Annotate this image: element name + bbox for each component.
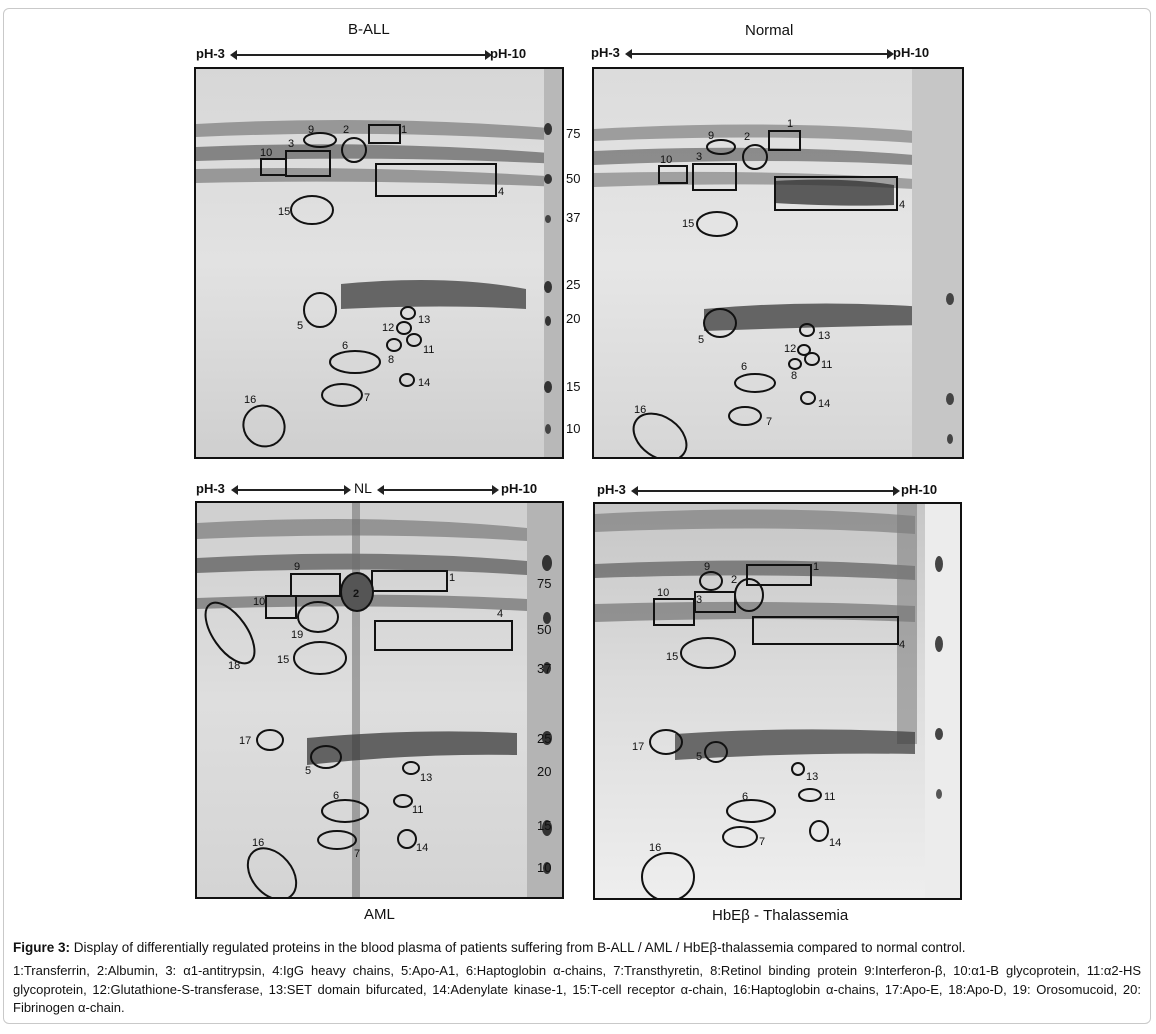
spot-label-19: 19 [291,629,304,641]
ph-left-normal: pH-3 [591,45,620,60]
spot-label-9: 9 [308,124,315,136]
spot-label-18: 18 [228,660,241,672]
mw-marker-25-aml: 25 [537,731,552,746]
spot-label-7: 7 [354,848,361,860]
spot-label-4: 4 [498,186,505,198]
panel-title-normal: Normal [745,22,794,39]
spot-label-9: 9 [704,561,711,573]
spot-label-10: 10 [253,596,266,608]
spot-label-13: 13 [806,771,819,783]
spot-label-13: 13 [818,330,831,342]
spot-label-8: 8 [388,354,395,366]
mw-marker-20-aml: 20 [537,764,552,779]
ph-left-hbe: pH-3 [597,482,626,497]
ph-right-normal: pH-10 [893,45,930,60]
figure-legend: 1:Transferrin, 2:Albumin, 3: α1-antitrypsin, 4:IgG heavy chains, 5:Apo-A1, 6:Haptoglobin α-chains, 7:Transthyretin, 8:Retinol binding protein 9:Interferon-β, 10:α1-B glycoprotein, 11:α2-HS glycoprotein, 12:Glutathione-S-transferase, 13:SET domain bifurcated, 14:Adenylate kinase-1, 15:T-cell receptor α-chain, 16:Haptoglobin α-chains, 17:Apo-E, 18:Apo-D, 19: Orosomucoid, 20: Fibrinogen α-chain. [13,963,1142,1015]
mw-marker-75-aml: 75 [537,576,552,591]
spot-label-10: 10 [657,587,670,599]
ph-arrow-aml-left [237,489,345,491]
spot-label-2: 2 [353,588,360,600]
spot-label-8: 8 [791,370,798,382]
figure-caption-text: Display of differentially regulated proteins in the blood plasma of patients suffering from B-ALL / AML / HbEβ-thalassemia compared to normal control. [70,940,966,955]
spot-label-5: 5 [696,751,703,763]
spot-label-15: 15 [278,206,291,218]
mw-marker-10-aml: 10 [537,860,552,875]
ph-mid-aml: NL [354,480,372,496]
spot-label-17: 17 [632,741,645,753]
spot-label-11: 11 [423,344,435,356]
spot-label-4: 4 [497,608,504,620]
ph-arrow-aml-right [383,489,493,491]
spot-label-14: 14 [818,398,831,410]
spot-label-13: 13 [420,772,433,784]
gel-image-normal [592,67,964,459]
figure-caption [13,938,1141,957]
spot-label-11: 11 [821,359,833,371]
spot-label-14: 14 [418,377,431,389]
spot-label-16: 16 [634,404,647,416]
spot-label-3: 3 [696,151,703,163]
spot-label-4: 4 [899,639,906,651]
spot-label-5: 5 [305,765,312,777]
spot-label-16: 16 [252,837,265,849]
spot-label-11: 11 [412,804,424,816]
panel-title-hbe: HbEβ - Thalassemia [712,907,849,924]
mw-marker-75: 75 [566,126,581,141]
spot-label-2: 2 [731,574,738,586]
gel-image-ball [194,67,564,459]
spot-label-12: 12 [382,322,395,334]
spot-label-11: 11 [824,791,836,803]
spot-label-16: 16 [244,394,257,406]
gel-image-aml [195,501,564,899]
gel-image-hbe [593,502,962,900]
spot-label-10: 10 [260,147,273,159]
spot-label-3: 3 [288,138,295,150]
spot-label-10: 10 [660,154,673,166]
spot-label-9: 9 [294,561,301,573]
spot-label-6: 6 [741,361,748,373]
spot-label-5: 5 [297,320,304,332]
panel-title-ball: B-ALL [348,21,390,38]
spot-label-7: 7 [759,836,766,848]
spot-label-7: 7 [364,392,371,404]
spot-label-3: 3 [696,594,703,606]
mw-marker-10: 10 [566,421,581,436]
ph-right-ball: pH-10 [490,46,527,61]
mw-marker-37: 37 [566,210,581,225]
mw-marker-37-aml: 37 [537,661,552,676]
ph-arrow-ball [236,54,486,56]
figure-frame [3,8,1151,1024]
spot-label-15: 15 [277,654,290,666]
mw-marker-50: 50 [566,171,581,186]
spot-label-14: 14 [829,837,842,849]
mw-marker-15: 15 [566,379,581,394]
spot-label-4: 4 [899,199,906,211]
spot-label-1: 1 [787,118,794,130]
spot-label-14: 14 [416,842,429,854]
mw-marker-20: 20 [566,311,581,326]
spot-label-15: 15 [682,218,695,230]
panel-title-aml: AML [364,906,395,923]
mw-marker-50-aml: 50 [537,622,552,637]
figure-caption-label: Figure 3: [13,940,71,955]
spot-label-1: 1 [813,561,820,573]
ph-arrow-hbe [637,490,894,492]
ph-left-ball: pH-3 [196,46,225,61]
spot-label-12: 12 [784,343,797,355]
ph-right-aml: pH-10 [501,481,538,496]
ph-left-aml: pH-3 [196,481,225,496]
spot-label-6: 6 [742,791,749,803]
spot-label-5: 5 [698,334,705,346]
spot-label-15: 15 [666,651,679,663]
spot-label-13: 13 [418,314,431,326]
mw-marker-25: 25 [566,277,581,292]
mw-marker-15-aml: 15 [537,818,552,833]
spot-label-16: 16 [649,842,662,854]
spot-label-2: 2 [343,124,350,136]
spot-label-1: 1 [401,124,408,136]
spot-label-6: 6 [342,340,349,352]
spot-label-9: 9 [708,130,715,142]
ph-arrow-normal [631,53,888,55]
spot-label-2: 2 [744,131,751,143]
spot-label-7: 7 [766,416,773,428]
spot-label-6: 6 [333,790,340,802]
ph-right-hbe: pH-10 [901,482,938,497]
spot-label-17: 17 [239,735,252,747]
spot-label-1: 1 [449,572,456,584]
